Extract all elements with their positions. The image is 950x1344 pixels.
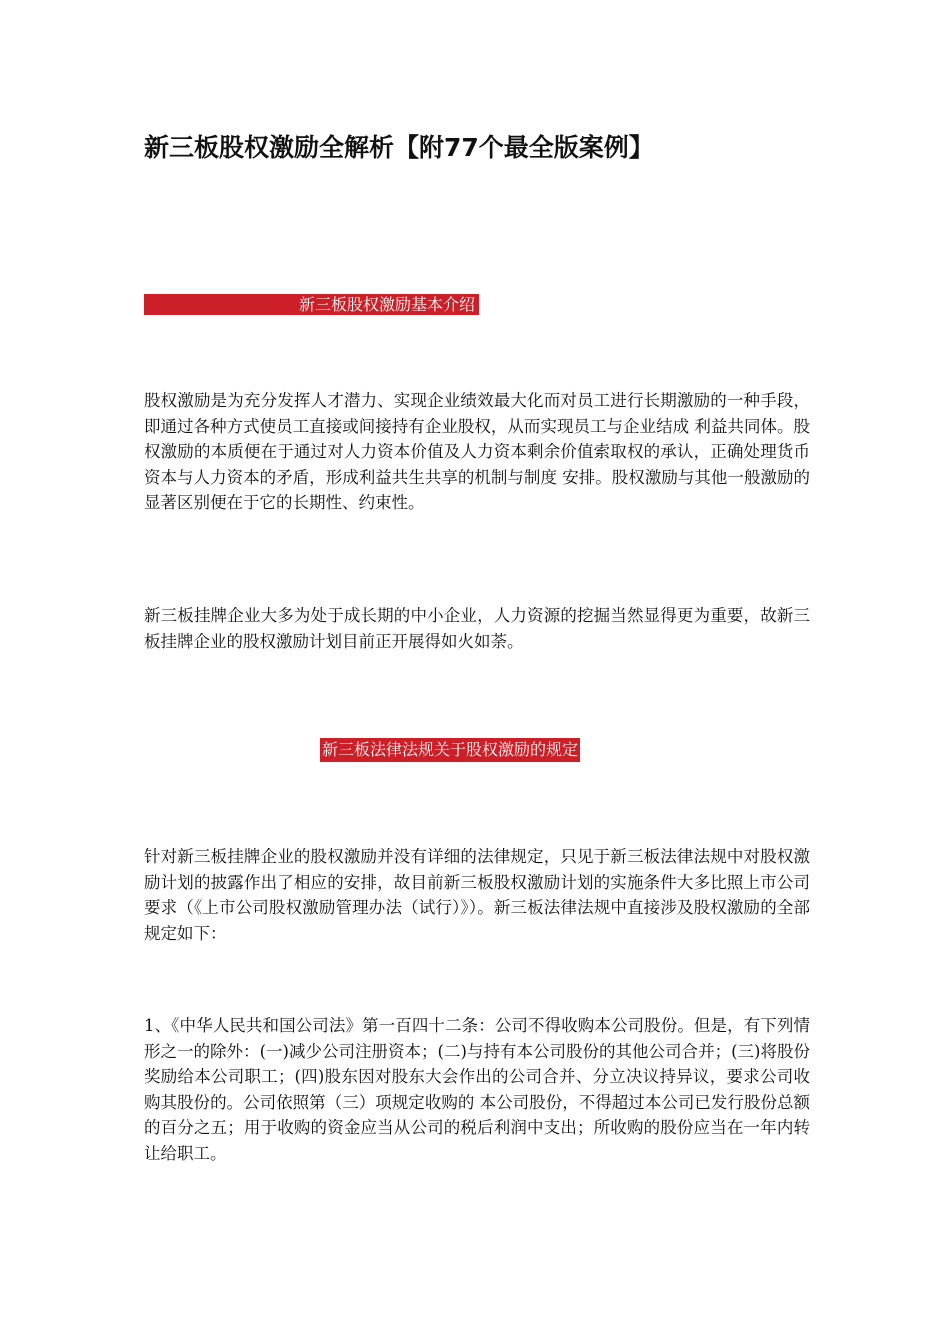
paragraph-neeq-companies: 新三板挂牌企业大多为处于成长期的中小企业，人力资源的挖掘当然显得更为重要，故新三板挂牌企业的股权激励计划目前正开展得如火如荼。 (144, 606, 810, 651)
paragraph-company-law-article-142: 1、《中华人民共和国公司法》第一百四十二条：公司不得收购本公司股份。但是，有下列情形之一的除外：(一)减少公司注册资本；(二)与持有本公司股份的其他公司合并；(三)将股份奖励给本公司职工；(四)股东因对股东大会作出的公司合并、分立决议持异议，要求公司收购其股份的。公司依照第（三）项规定收购的 本公司股份，不得超过本公司已发行股份总额的百分之五；用于收购的资金应当从公司的税后利润中支出；所收购的股份应当在一年内转让给职工。 (144, 1016, 810, 1163)
section-heading-laws-regulations: 新三板法律法规关于股权激励的规定 (320, 738, 580, 762)
document-title: 新三板股权激励全解析【附77个最全版案例】 (144, 133, 654, 162)
paragraph-equity-incentive-definition: 股权激励是为充分发挥人才潜力、实现企业绩效最大化而对员工进行长期激励的一种手段，即通过各种方式使员工直接或间接持有企业股权，从而实现员工与企业结成 利益共同体。股权激励的本质便在于通过对人力资本价值及人力资本剩余价值索取权的承认，正确处理货币资本与人力资本的矛盾，形成利益共生共享的机制与制度 安排。股权激励与其他一般激励的显著区别便在于它的长期性、约束性。 (144, 391, 810, 512)
section-heading-basic-intro: 新三板股权激励基本介绍 (144, 294, 479, 315)
paragraph-legal-overview: 针对新三板挂牌企业的股权激励并没有详细的法律规定，只见于新三板法律法规中对股权激励计划的披露作出了相应的安排，故目前新三板股权激励计划的实施条件大多比照上市公司要求（《上市公司股权激励管理办法（试行）》）。新三板法律法规中直接涉及股权激励的全部规定如下： (144, 847, 810, 943)
